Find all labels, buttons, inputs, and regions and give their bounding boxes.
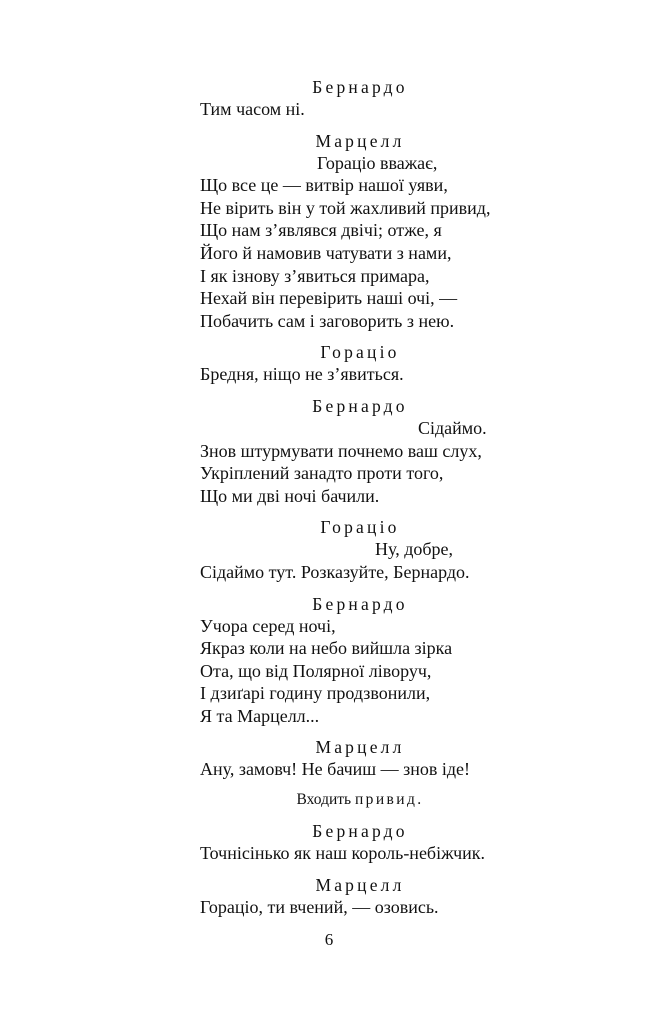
verse-line: Я та Марцелл... (200, 705, 320, 726)
stage-direction (200, 789, 520, 811)
speaker-name: Бернардо (312, 593, 408, 614)
speaker-name: Гораціо (320, 517, 400, 538)
speaker-name: Бернардо (312, 77, 408, 97)
verse-line: Його й намовив чатувати з нами, (200, 242, 452, 263)
verse-line: Тим часом ні. (200, 99, 305, 119)
verse-line: Укріплений занадто проти того, (200, 463, 444, 484)
stage-direction-subject: привид. (354, 791, 424, 809)
speaker-name: Бернардо (312, 395, 408, 416)
verse-line: Що ми дві ночі бачили. (200, 485, 380, 506)
page-number: 6 (324, 930, 334, 949)
speaker-name: Марцелл (315, 874, 405, 895)
verse-line: Сідаймо. (418, 417, 487, 438)
speaker-name: Бернардо (312, 821, 408, 842)
verse-line: Ану, замовч! Не бачиш — знов іде! (200, 759, 471, 780)
verse-line: Точнісінько як наш король-небіжчик. (200, 843, 486, 864)
speaker-name: Марцелл (315, 737, 405, 758)
verse-line: І дзиґарі годину продзвонили, (200, 683, 431, 704)
verse-line: Побачить сам і заговорить з нею. (200, 310, 455, 331)
speaker-name: Гораціо (320, 342, 400, 363)
stage-direction-verb: Входить (296, 791, 352, 809)
verse-line: Що все це — витвір нашої уяви, (200, 175, 448, 196)
verse-line: І як ізнову з’явиться примара, (200, 265, 430, 286)
verse-line: Учора серед ночі, (200, 615, 336, 636)
speaker-name: Марцелл (315, 130, 405, 151)
verse-line: Не вірить він у той жахливий привид, (200, 197, 491, 218)
verse-line: Гораціо вважає, (317, 152, 438, 173)
play-text (200, 76, 520, 918)
verse-line: Гораціо, ти вчений, — озовись. (200, 896, 439, 917)
verse-line: Якраз коли на небо вийшла зірка (200, 638, 453, 659)
verse-line: Бредня, ніщо не з’явиться. (200, 364, 404, 385)
verse-line: Сідаймо тут. Розказуйте, Бернардо. (200, 561, 470, 582)
verse-line: Ота, що від Полярної ліворуч, (200, 660, 432, 681)
verse-line: Ну, добре, (375, 539, 454, 560)
verse-line: Що нам з’являвся двічі; отже, я (200, 220, 442, 241)
verse-line: Знов штурмувати почнемо ваш слух, (200, 440, 482, 461)
verse-line: Нехай він перевірить наші очі, — (200, 288, 458, 309)
